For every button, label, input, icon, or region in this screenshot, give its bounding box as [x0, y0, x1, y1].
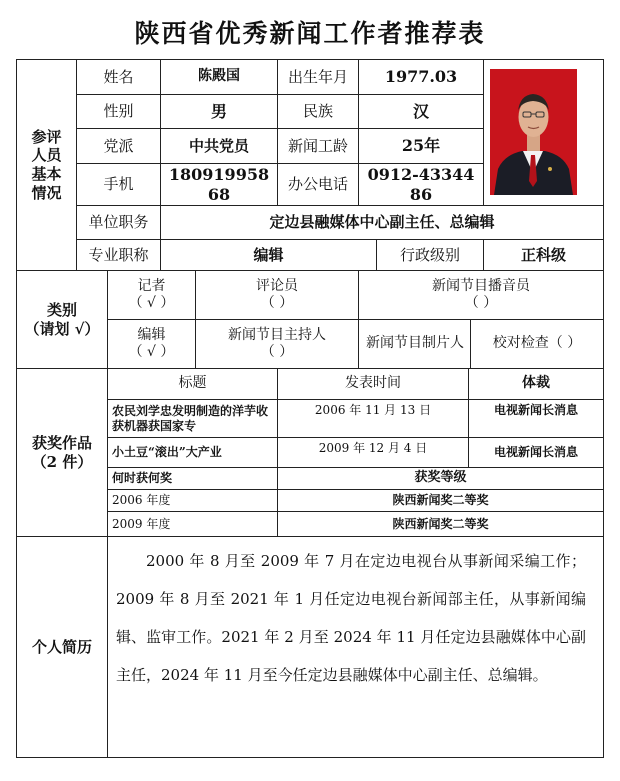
work-title: 农民刘学忠发明制造的洋芋收获机器获国家专 — [112, 403, 269, 433]
value-admin-level: 正科级 — [520, 245, 566, 264]
resume-text: 2000 年 8 月至 2009 年 7 月在定边电视台从事新闻采编工作；2009 年 8 月至 2021 年 1 月任定边电视台新闻部主任，从事新闻编辑、监审工作。2021 年 2 月至 2024 年 11 月任定边县融媒体中心副主任，2024 年 11 月至今任定边县融媒体中心副主任、总编辑。 — [116, 552, 586, 684]
awards-count: （2 件） — [31, 452, 93, 471]
award-level: 陕西新闻奖二等奖 — [392, 493, 489, 507]
work-date: 2009 年 12 月 4 日 — [318, 440, 428, 455]
label-party: 党派 — [103, 136, 134, 155]
value-ethnicity: 汉 — [412, 101, 429, 121]
category-proofreader[interactable]: 校对检查（ ） — [492, 335, 582, 352]
category-editor[interactable] — [108, 320, 195, 368]
announcer-label: 新闻节目播音员 — [432, 277, 530, 294]
works-header-title: 标题 — [178, 375, 207, 392]
editor-checkmark: （ √ ） — [128, 344, 175, 360]
value-gender: 男 — [210, 101, 227, 121]
label-title-prof: 专业职称 — [88, 245, 149, 264]
value-position: 定边县融媒体中心副主任、总编辑 — [269, 213, 495, 232]
value-office-phone: 0912-4334486 — [367, 164, 475, 204]
work-date: 2006 年 11 月 13 日 — [314, 402, 432, 417]
value-birth: 1977.03 — [384, 67, 458, 86]
label-office-phone: 办公电话 — [287, 175, 348, 194]
category-announcer[interactable] — [359, 271, 603, 319]
value-name: 陈殿国 — [198, 68, 240, 85]
award-header-when: 何时获何奖 — [112, 471, 173, 485]
category-title: 类别 — [46, 300, 77, 319]
label-admin-level: 行政级别 — [399, 245, 460, 264]
reporter-checkmark: （ √ ） — [128, 295, 175, 311]
label-news-years: 新闻工龄 — [287, 136, 348, 155]
category-label — [17, 271, 107, 368]
announcer-checkmark: （ ） — [464, 295, 498, 311]
label-position: 单位职务 — [88, 213, 149, 232]
awards-label — [17, 369, 107, 536]
reporter-label: 记者 — [137, 277, 166, 294]
page-title: 陕西省优秀新闻工作者推荐表 — [134, 19, 486, 48]
award-when: 2009 年度 — [112, 516, 171, 531]
label-ethnicity: 民族 — [302, 102, 333, 121]
label-name: 姓名 — [103, 67, 134, 86]
value-title-prof: 编辑 — [253, 245, 284, 264]
works-header-genre: 体裁 — [522, 375, 550, 392]
host-label: 新闻节目主持人 — [228, 326, 326, 343]
label-gender: 性别 — [103, 102, 134, 121]
category-reporter[interactable] — [108, 271, 195, 319]
portrait-photo — [490, 69, 577, 195]
section-basic-label: 参评人员基本情况 — [31, 127, 62, 202]
works-header-date: 发表时间 — [345, 375, 401, 392]
award-when: 2006 年度 — [112, 493, 171, 507]
value-news-years: 25年 — [401, 136, 441, 155]
award-level: 陕西新闻奖二等奖 — [392, 516, 489, 531]
work-title: 小土豆“滚出”大产业 — [112, 445, 222, 459]
commentator-label: 评论员 — [256, 277, 298, 294]
category-producer[interactable]: 新闻节目制片人 — [366, 335, 464, 352]
editor-label: 编辑 — [137, 326, 166, 343]
label-mobile: 手机 — [103, 175, 134, 194]
value-mobile: 18091995868 — [168, 164, 270, 204]
work-genre: 电视新闻长消息 — [493, 445, 578, 459]
commentator-checkmark: （ ） — [260, 295, 294, 311]
host-checkmark: （ ） — [260, 344, 294, 360]
awards-title: 获奖作品 — [31, 433, 92, 452]
work-genre: 电视新闻长消息 — [493, 402, 578, 417]
person-portrait-icon — [490, 69, 577, 195]
category-hint: （请划 √） — [24, 319, 100, 338]
award-header-level: 获奖等级 — [414, 470, 467, 486]
label-birth: 出生年月 — [287, 67, 348, 86]
value-party: 中共党员 — [188, 136, 249, 155]
category-host[interactable] — [196, 320, 358, 368]
resume-label: 个人简历 — [31, 637, 92, 656]
category-commentator[interactable] — [196, 271, 358, 319]
